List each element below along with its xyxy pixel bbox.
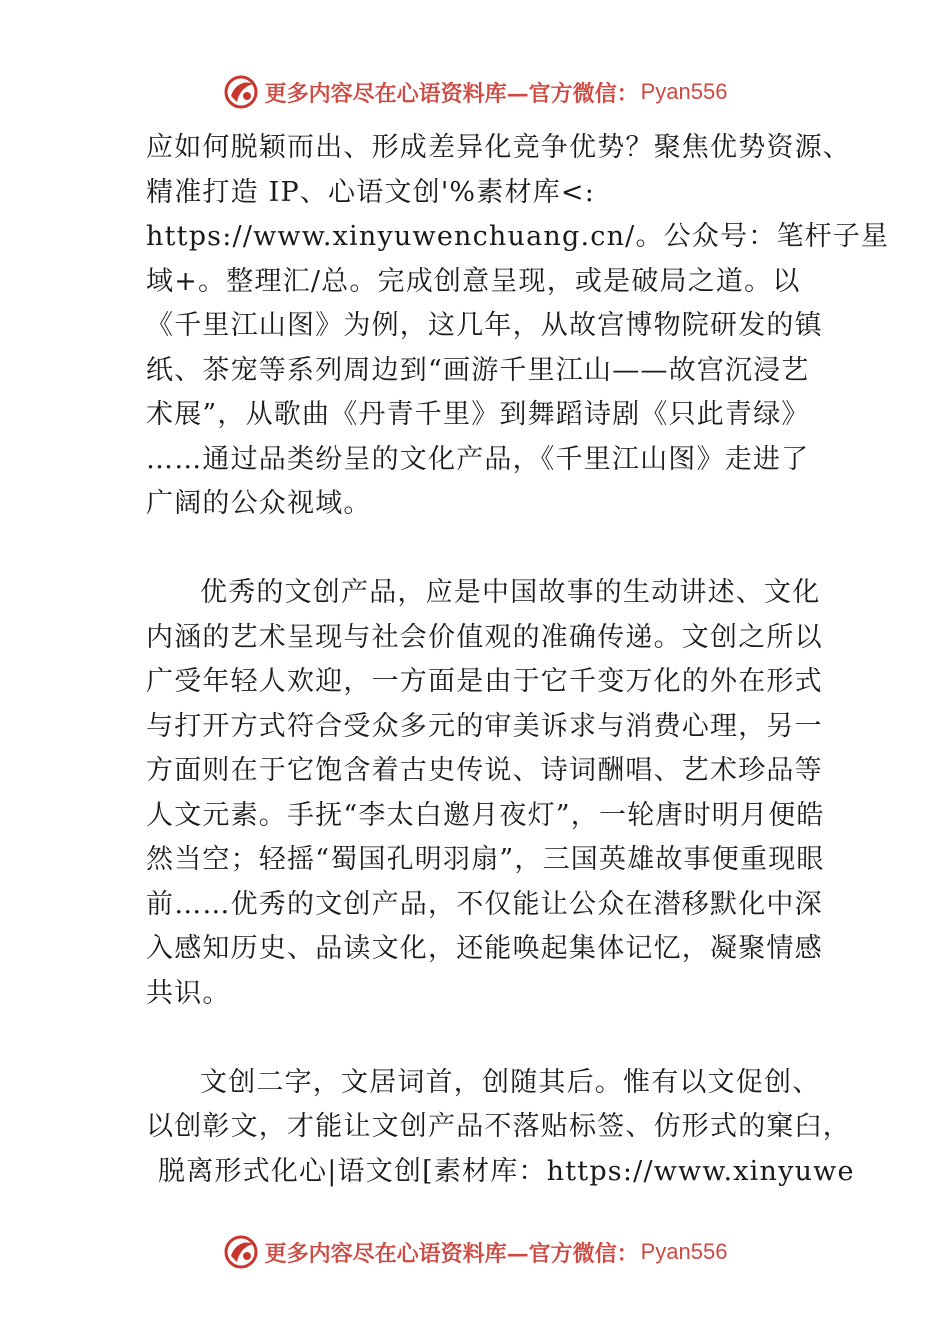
text-line: 共识。: [146, 977, 231, 1009]
watermark-handle: Pyan556: [640, 1239, 728, 1264]
paragraph-2: [146, 527, 826, 1017]
text-line: https://www.xinyuwenchuang.cn/。公众号：笔杆子星: [146, 221, 890, 252]
paragraph-1: [146, 126, 890, 527]
text-line: 优秀的文创产品，应是中国故事的生动讲述、文化: [200, 577, 821, 608]
text-line: 精准打造 IP、心语文创'%素材库<:: [146, 176, 596, 208]
text-line: 内涵的艺术呈现与社会价值观的准确传递。文创之所以: [146, 621, 823, 653]
text-line: 域+。整理汇/总。完成创意呈现，或是破局之道。以: [146, 265, 801, 297]
text-line: ……通过品类纷呈的文化产品，《千里江山图》走进了: [146, 443, 810, 475]
text-line: 《千里江山图》为例，这几年，从故宫博物院研发的镇: [146, 310, 823, 341]
logo-icon: [223, 1234, 259, 1270]
text-line: 前……优秀的文创产品，不仅能让公众在潜移默化中深: [146, 888, 823, 920]
text-line: 纸、茶宠等系列周边到“画游千里江山——故宫沉浸艺: [146, 354, 810, 386]
text-line: 人文元素。手抚“李太白邀月夜灯”，一轮唐时明月便皓: [146, 799, 825, 831]
watermark-handle: Pyan556: [640, 79, 728, 104]
watermark-text: 更多内容尽在心语资料库—官方微信：: [264, 1240, 639, 1267]
text-line: 然当空；轻摇“蜀国孔明羽扇”，三国英雄故事便重现眼: [146, 844, 825, 875]
text-line: 方面则在于它饱含着古史传说、诗词酬唱、艺术珍品等: [146, 755, 823, 786]
header-watermark: [0, 70, 950, 114]
text-line: 文创二字，文居词首，创随其后。惟有以文促创、: [200, 1066, 821, 1098]
text-line: 术展”，从歌曲《丹青千里》到舞蹈诗剧《只此青绿》: [146, 399, 810, 430]
text-line: 应如何脱颖而出、形成差异化竞争优势？聚焦优势资源、: [146, 132, 851, 163]
footer-watermark: [0, 1230, 950, 1274]
logo-icon: [223, 74, 259, 110]
text-line: 广阔的公众视域。: [146, 488, 372, 519]
text-line: 与打开方式符合受众多元的审美诉求与消费心理，另一: [146, 710, 823, 742]
text-line: 脱离形式化心|语文创[素材库：https://www.xinyuwe: [158, 1155, 855, 1187]
document-body: [146, 126, 890, 1194]
text-line: 入感知历史、品读文化，还能唤起集体记忆，凝聚情感: [146, 933, 823, 964]
text-line: 广受年轻人欢迎，一方面是由于它千变万化的外在形式: [146, 666, 823, 697]
paragraph-3: [146, 1061, 855, 1195]
watermark-text: 更多内容尽在心语资料库—官方微信：: [264, 80, 639, 107]
text-line: 以创彰文，才能让文创产品不落贴标签、仿形式的窠臼，: [146, 1111, 851, 1142]
